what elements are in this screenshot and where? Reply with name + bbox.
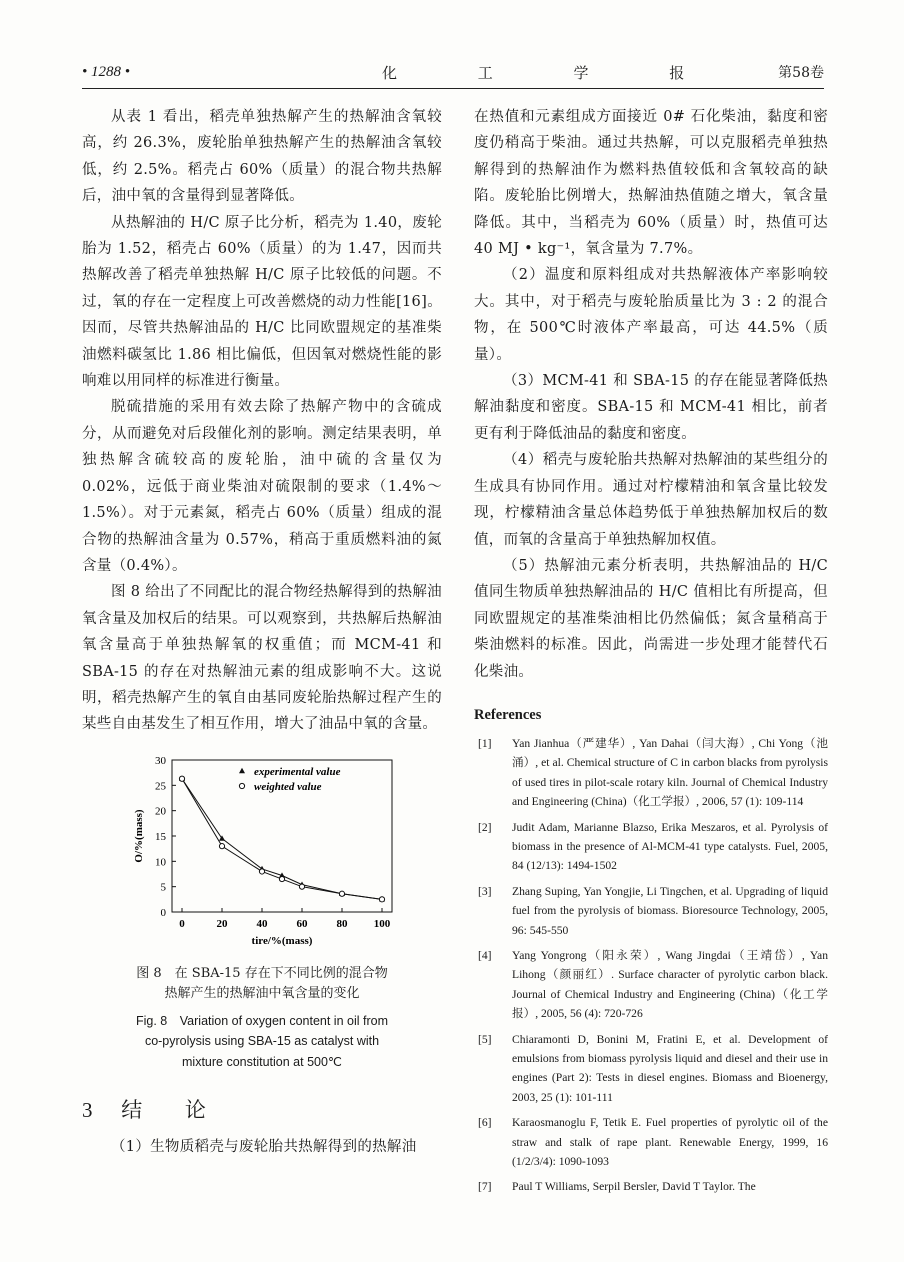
references-title: References xyxy=(474,706,542,723)
x-axis-label: tire/%(mass) xyxy=(251,934,313,947)
data-point-circle xyxy=(179,776,184,781)
figure-caption-zh xyxy=(82,964,442,1005)
reference-text: Karaosmanoglu F, Tetik E. Fuel properties of pyrolytic oil of the straw and stalk of rape plant. Renewable Energy, 1999, 16 (1/2/3/4): 1090-1093 xyxy=(512,1116,828,1169)
reference-number: [4] xyxy=(478,949,492,962)
journal-name: 化 工 学 报 xyxy=(382,64,723,82)
paragraph: 在热值和元素组成方面接近 0# 石化柴油，黏度和密度仍稍高于柴油。通过共热解，可以克服稻壳单独热解得到的热解油作为燃料热值较低和含氧较高的缺陷。废轮胎比例增大，热解油热值随之增大，氧含量降低。其中，当稻壳为 60%（质量）时，热值可达 40 MJ • kg⁻¹，氧含量为 7.7%。 xyxy=(474,109,828,258)
reference-item xyxy=(474,818,828,876)
paragraph: 图 8 给出了不同配比的混合物经热解得到的热解油氧含量及加权后的结果。可以观察到，共热解后热解油氧含量高于单独热解氧的权重值；而 MCM-41 和 SBA-15 的存在对热解油元素的组成影响不大。这说明，稻壳热解产生的氧自由基同废轮胎热解过程产生的某些自由基发生了相互作用，增大了油品中氧的含量。 xyxy=(82,584,442,733)
paragraph: （5）热解油元素分析表明，共热解油品的 H/C 值同生物质单独热解油品的 H/C 值相比有所提高，但同欧盟规定的基准柴油相比仍然偏低；氮含量稍高于柴油燃料的标准。因此，尚需进一步处理才能替代石化柴油。 xyxy=(474,557,828,680)
data-point-triangle xyxy=(239,768,245,773)
reference-list xyxy=(474,734,828,1197)
reference-text: Chiaramonti D, Bonini M, Fratini E, et al. Development of emulsions from biomass pyrolysis liquid and diesel and their use in engines (Part 2): Tests in diesel engines. Biomass and Bioenergy, 2003, 25 (1): 101-111 xyxy=(512,1032,828,1104)
reference-number: [5] xyxy=(478,1032,492,1046)
paragraph: （2）温度和原料组成对共热解液体产率影响较大。其中，对于稻壳与废轮胎质量比为 3 : 2 的混合物，在 500℃时液体产率最高，可达 44.5%（质量）。 xyxy=(474,267,828,363)
reference-item xyxy=(474,1030,828,1108)
page-number: • 1288 • xyxy=(82,64,131,80)
data-point-circle xyxy=(239,783,244,788)
y-tick-label: 0 xyxy=(160,906,166,919)
caption-zh-line: 热解产生的热解油中氧含量的变化 xyxy=(164,986,360,1002)
reference-text: Paul T Williams, Serpil Bersler, David T Taylor. The xyxy=(512,1180,756,1194)
x-tick-label: 20 xyxy=(216,917,228,930)
data-point-circle xyxy=(339,891,344,896)
data-point-circle xyxy=(279,876,284,881)
data-point-circle xyxy=(379,896,384,901)
reference-item xyxy=(474,1177,828,1196)
right-column xyxy=(474,104,828,1203)
y-tick-label: 20 xyxy=(155,805,166,818)
y-tick-label: 30 xyxy=(155,754,166,767)
caption-zh-line: 图 8 在 SBA-15 存在下不同比例的混合物 xyxy=(136,965,388,981)
reference-item xyxy=(474,1113,828,1171)
reference-item xyxy=(474,882,828,940)
header-rule xyxy=(82,88,824,89)
reference-text: Yang Yongrong（阳永荣）, Wang Jingdai（王靖岱）, Yan Lihong（颜丽红）. Surface character of pyrolytic carbon black. Journal of Chemical Industry and Engineering (China)（化工学报）, 2005, 56 (4): 720-726 xyxy=(512,949,828,1021)
paragraph: 从表 1 看出，稻壳单独热解产生的热解油含氧较高，约 26.3%，废轮胎单独热解产生的热解油含氧较低，约 2.5%。稻壳占 60%（质量）的混合物共热解后，油中氧的含量得到显著降低。 xyxy=(82,109,442,205)
x-tick-label: 0 xyxy=(179,917,185,930)
reference-number: [1] xyxy=(478,736,492,750)
chart-series xyxy=(179,775,385,901)
reference-item xyxy=(474,734,828,812)
y-tick-label: 15 xyxy=(155,830,166,843)
section-title: 结 论 xyxy=(121,1098,224,1123)
section-heading xyxy=(82,1094,442,1134)
figure-8-chart xyxy=(82,752,442,962)
reference-text: Zhang Suping, Yan Yongjie, Li Tingchen, et al. Upgrading of liquid fuel from the pyrolysis of biomass. Bioresource Technology, 2005, 96: 545-550 xyxy=(512,884,828,937)
legend-label: weighted value xyxy=(254,780,322,793)
legend-label: experimental value xyxy=(254,765,341,778)
section-number: 3 xyxy=(82,1098,97,1123)
paragraph: 从热解油的 H/C 原子比分析，稻壳为 1.40，废轮胎为 1.52，稻壳占 60%（质量）的为 1.47，因而共热解改善了稻壳单独热解 H/C 原子比较低的问题。不过，氧的存在一定程度上可改善燃烧的动力性能[16]。因而，尽管共热解油品的 H/C 比同欧盟规定的基准柴油燃料碳氢比 1.86 相比偏低，但因氧对燃烧性能的影响难以用同样的标准进行衡量。 xyxy=(82,214,442,390)
data-point-circle xyxy=(299,884,304,889)
reference-number: [6] xyxy=(478,1116,492,1130)
caption-en-line: Fig. 8 Variation of oxygen content in oil from xyxy=(136,1013,388,1028)
figure-caption-en xyxy=(82,1011,442,1073)
page-header xyxy=(82,62,824,84)
y-tick-label: 10 xyxy=(155,856,166,869)
caption-en-line: mixture constitution at 500℃ xyxy=(182,1054,342,1069)
x-tick-label: 80 xyxy=(336,917,348,930)
volume-label: 第58卷 xyxy=(778,65,824,81)
paragraph: （1）生物质稻壳与废轮胎共热解得到的热解油 xyxy=(111,1139,417,1156)
reference-number: [3] xyxy=(478,884,492,898)
paragraph: （4）稻壳与废轮胎共热解对热解油的某些组分的生成具有协同作用。通过对柠檬精油和氧含量比较发现，柠檬精油含量总体趋势低于单独热解加权后的数值，而氧的含量高于单独热解加权值。 xyxy=(474,452,828,548)
data-point-circle xyxy=(259,869,264,874)
x-tick-label: 100 xyxy=(373,917,391,930)
paragraph: 脱硫措施的采用有效去除了热解产物中的含硫成分，从而避免对后段催化剂的影响。测定结果表明，单独热解含硫较高的废轮胎，油中硫的含量仅为 0.02%，远低于商业柴油对硫限制的要求（1.4%～1.5%）。对于元素氮，稻壳占 60%（质量）组成的混合物的热解油含量为 0.57%，稍高于重质燃料油的氮含量（0.4%）。 xyxy=(82,399,442,574)
data-point-circle xyxy=(219,843,224,848)
y-axis-label: O/%(mass) xyxy=(133,809,145,863)
y-tick-label: 5 xyxy=(160,881,166,894)
x-tick-label: 60 xyxy=(296,917,308,930)
left-column xyxy=(82,104,442,1161)
reference-number: [7] xyxy=(478,1180,492,1194)
reference-item xyxy=(474,946,828,1024)
oxygen-content-chart xyxy=(82,752,442,962)
y-tick-label: 25 xyxy=(155,780,166,793)
reference-text: Judit Adam, Marianne Blazso, Erika Meszaros, et al. Pyrolysis of biomass in the presence of Al-MCM-41 type catalysts. Fuel, 2005, 84 (12/13): 1494-1502 xyxy=(512,820,828,873)
chart-legend xyxy=(239,766,341,793)
paragraph: （3）MCM-41 和 SBA-15 的存在能显著降低热解油黏度和密度。SBA-15 和 MCM-41 相比，前者更有利于降低油品的黏度和密度。 xyxy=(474,373,828,442)
x-tick-label: 40 xyxy=(256,917,268,930)
reference-number: [2] xyxy=(478,820,492,834)
reference-text: Yan Jianhua（严建华）, Yan Dahai（闫大海）, Chi Yong（池涌）, et al. Chemical structure of C in carbon blacks from pyrolysis of used tires in pilot-scale rotary kiln. Journal of Chemical Industry and Engineering (China)（化工学报）, 2006, 57 (1): 109-114 xyxy=(512,736,828,809)
caption-en-line: co-pyrolysis using SBA-15 as catalyst with xyxy=(144,1034,380,1049)
